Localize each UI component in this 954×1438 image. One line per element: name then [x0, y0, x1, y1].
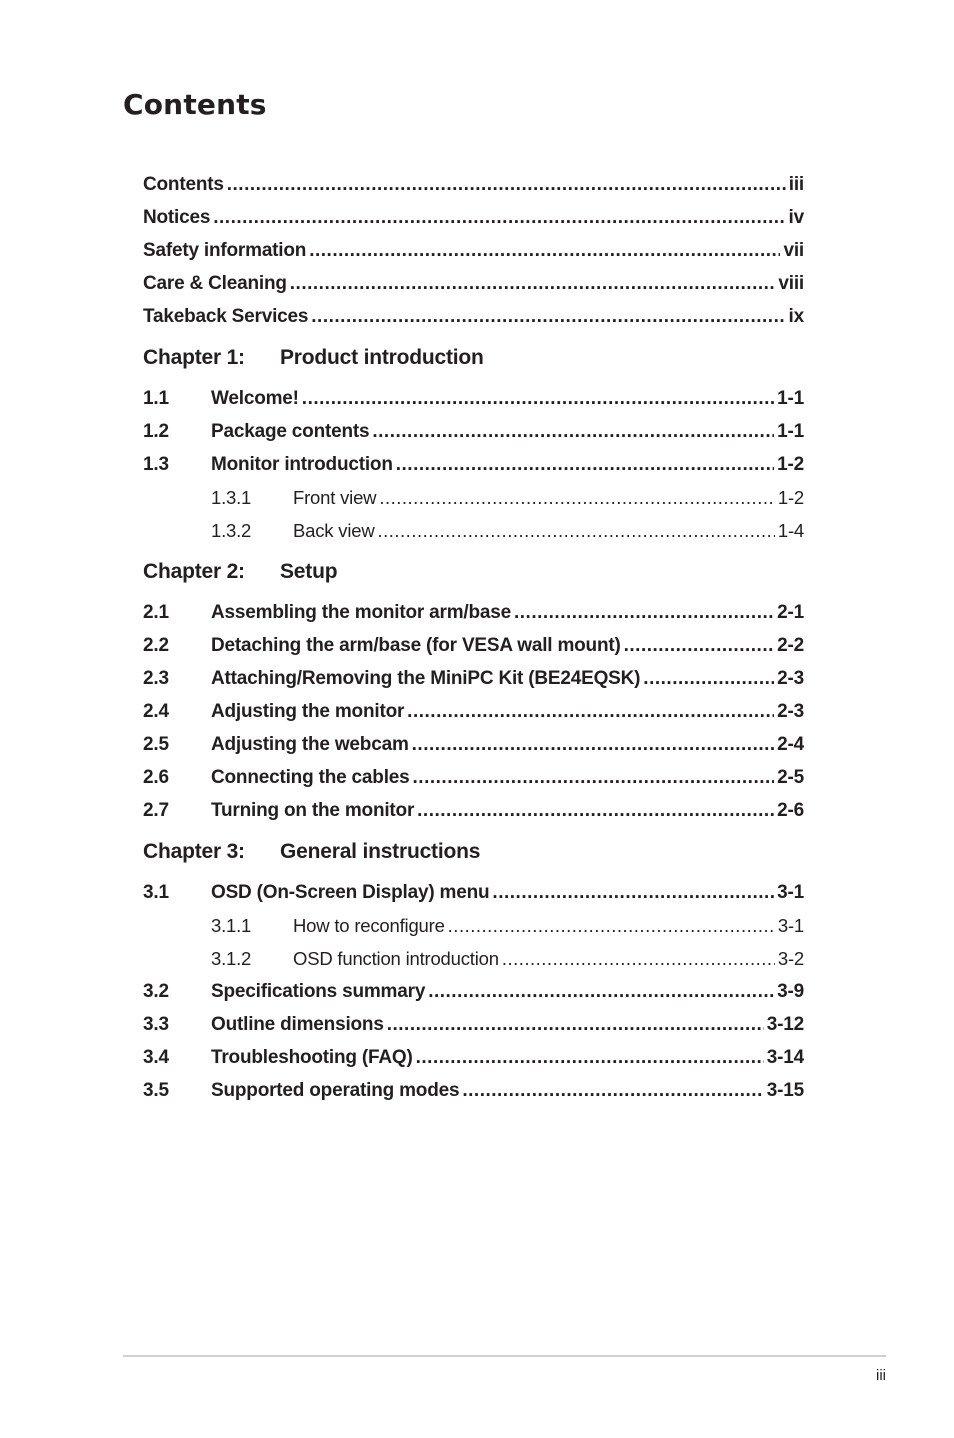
toc-entry[interactable]: [143, 662, 804, 695]
toc-dot-leader: [309, 234, 780, 267]
toc-entry-page: iv: [788, 207, 804, 228]
toc-dot-leader: [448, 909, 775, 942]
toc-entry[interactable]: [143, 942, 804, 975]
toc-dot-leader: [624, 629, 775, 662]
toc-entry[interactable]: [143, 267, 804, 300]
toc-entry-title: Adjusting the webcam: [211, 734, 409, 755]
toc-entry-title: OSD function introduction: [293, 948, 499, 969]
toc-entry-title: Package contents: [211, 421, 370, 442]
toc-entry-title: OSD (On-Screen Display) menu: [211, 882, 490, 903]
toc-entry-page: 3-12: [766, 1014, 804, 1035]
toc-dot-leader: [492, 876, 774, 909]
toc-entry-page: 2-4: [777, 734, 804, 755]
toc-entry-page: 2-3: [777, 668, 804, 689]
toc-entry[interactable]: [143, 695, 804, 728]
toc-entry-title: Notices: [143, 207, 211, 228]
toc-entry[interactable]: [143, 382, 804, 415]
toc-dot-leader: [502, 942, 775, 975]
toc-entry-page: iii: [788, 174, 804, 195]
toc-dot-leader: [412, 728, 774, 761]
toc-entry[interactable]: [143, 481, 804, 514]
toc-entry-title: Turning on the monitor: [211, 800, 415, 821]
toc-entry-number: 1.3: [143, 454, 169, 475]
toc-entry[interactable]: [143, 876, 804, 909]
toc-entry-page: 3-1: [777, 915, 804, 936]
chapter-label: Chapter 2:: [143, 560, 245, 583]
toc-entry-title: Front view: [293, 487, 377, 508]
toc-entry-number: 2.3: [143, 668, 169, 689]
toc-entry[interactable]: [143, 300, 804, 333]
table-of-contents: [143, 168, 804, 1107]
toc-entry[interactable]: [143, 201, 804, 234]
toc-entry-number: 3.1.2: [211, 948, 252, 969]
toc-dot-leader: [428, 975, 774, 1008]
toc-entry-title: Assembling the monitor arm/base: [211, 602, 511, 623]
toc-entry-page: 1-4: [777, 520, 804, 541]
toc-entry-title: Monitor introduction: [211, 454, 393, 475]
toc-entry-number: 3.1: [143, 882, 169, 903]
toc-entry-page: 1-2: [777, 454, 804, 475]
toc-entry-title: Outline dimensions: [211, 1014, 384, 1035]
toc-entry-number: 2.2: [143, 635, 169, 656]
toc-entry-page: 2-5: [777, 767, 804, 788]
toc-entry[interactable]: [143, 1074, 804, 1107]
toc-entry-title: Detaching the arm/base (for VESA wall mount): [211, 635, 621, 656]
toc-dot-leader: [514, 596, 774, 629]
toc-entry-number: 1.2: [143, 421, 169, 442]
toc-entry-page: 3-1: [777, 882, 804, 903]
chapter-title: General instructions: [280, 840, 481, 863]
toc-entry[interactable]: [143, 761, 804, 794]
toc-entry-page: 2-1: [777, 602, 804, 623]
toc-entry-page: 3-9: [777, 981, 804, 1002]
chapter-label: Chapter 1:: [143, 346, 245, 369]
toc-entry-number: 2.5: [143, 734, 169, 755]
toc-entry[interactable]: [143, 234, 804, 267]
toc-entry-page: 3-15: [766, 1080, 804, 1101]
toc-entry[interactable]: [143, 909, 804, 942]
toc-entry-number: 2.7: [143, 800, 169, 821]
toc-dot-leader: [417, 794, 774, 827]
toc-entry-title: Troubleshooting (FAQ): [211, 1047, 413, 1068]
toc-entry-page: 2-6: [777, 800, 804, 821]
chapter-heading[interactable]: [143, 552, 804, 592]
chapter-title: Product introduction: [280, 346, 484, 369]
toc-entry-title: Contents: [143, 174, 224, 195]
toc-entry[interactable]: [143, 629, 804, 662]
toc-entry-page: 2-2: [777, 635, 804, 656]
chapter-title: Setup: [280, 560, 338, 583]
toc-entry-number: 1.3.2: [211, 520, 252, 541]
chapter-heading[interactable]: [143, 832, 804, 872]
toc-entry[interactable]: [143, 975, 804, 1008]
toc-entry-page: 1-1: [777, 388, 804, 409]
toc-entry-number: 2.1: [143, 602, 169, 623]
toc-entry[interactable]: [143, 514, 804, 547]
toc-entry-page: 1-2: [777, 487, 804, 508]
toc-entry-title: Back view: [293, 520, 375, 541]
toc-entry-number: 3.1.1: [211, 915, 252, 936]
toc-entry-title: Specifications summary: [211, 981, 426, 1002]
toc-entry-number: 3.5: [143, 1080, 169, 1101]
toc-entry-title: Supported operating modes: [211, 1080, 460, 1101]
toc-entry-page: ix: [788, 306, 804, 327]
toc-dot-leader: [396, 448, 774, 481]
toc-entry-title: Takeback Services: [143, 306, 309, 327]
toc-entry-title: Adjusting the monitor: [211, 701, 405, 722]
toc-dot-leader: [407, 695, 774, 728]
footer-page-number: iii: [876, 1367, 886, 1384]
toc-entry-title: Welcome!: [211, 388, 299, 409]
toc-entry-number: 3.4: [143, 1047, 169, 1068]
toc-entry-number: 3.3: [143, 1014, 169, 1035]
toc-entry-page: 2-3: [777, 701, 804, 722]
toc-entry-number: 2.6: [143, 767, 169, 788]
toc-entry[interactable]: [143, 794, 804, 827]
toc-entry-page: vii: [783, 240, 804, 261]
toc-entry-page: viii: [778, 273, 804, 294]
toc-dot-leader: [377, 514, 774, 547]
toc-dot-leader: [387, 1008, 764, 1041]
footer-divider: [123, 1355, 886, 1357]
chapter-heading[interactable]: [143, 338, 804, 378]
toc-dot-leader: [290, 267, 776, 300]
toc-entry-number: 1.3.1: [211, 487, 252, 508]
toc-dot-leader: [416, 1041, 764, 1074]
page-title: Contents: [123, 88, 267, 121]
toc-dot-leader: [643, 662, 774, 695]
toc-entry-title: Attaching/Removing the MiniPC Kit (BE24EQSK): [211, 668, 641, 689]
toc-entry[interactable]: [143, 596, 804, 629]
toc-dot-leader: [213, 201, 785, 234]
chapter-label: Chapter 3:: [143, 840, 245, 863]
toc-dot-leader: [227, 168, 786, 201]
toc-dot-leader: [413, 761, 775, 794]
toc-entry[interactable]: [143, 1008, 804, 1041]
toc-entry-page: 3-14: [766, 1047, 804, 1068]
toc-dot-leader: [311, 300, 785, 333]
toc-entry-title: Care & Cleaning: [143, 273, 287, 294]
toc-entry-number: 2.4: [143, 701, 169, 722]
toc-entry[interactable]: [143, 728, 804, 761]
toc-entry-title: Connecting the cables: [211, 767, 410, 788]
toc-dot-leader: [379, 481, 775, 514]
toc-entry-title: Safety information: [143, 240, 307, 261]
toc-entry-page: 3-2: [777, 948, 804, 969]
toc-entry[interactable]: [143, 448, 804, 481]
toc-dot-leader: [462, 1074, 763, 1107]
toc-entry-number: 3.2: [143, 981, 169, 1002]
toc-entry-title: How to reconfigure: [293, 915, 445, 936]
toc-entry[interactable]: [143, 168, 804, 201]
toc-entry[interactable]: [143, 1041, 804, 1074]
toc-dot-leader: [372, 415, 774, 448]
toc-dot-leader: [302, 382, 774, 415]
toc-entry-number: 1.1: [143, 388, 169, 409]
toc-entry-page: 1-1: [777, 421, 804, 442]
toc-entry[interactable]: [143, 415, 804, 448]
